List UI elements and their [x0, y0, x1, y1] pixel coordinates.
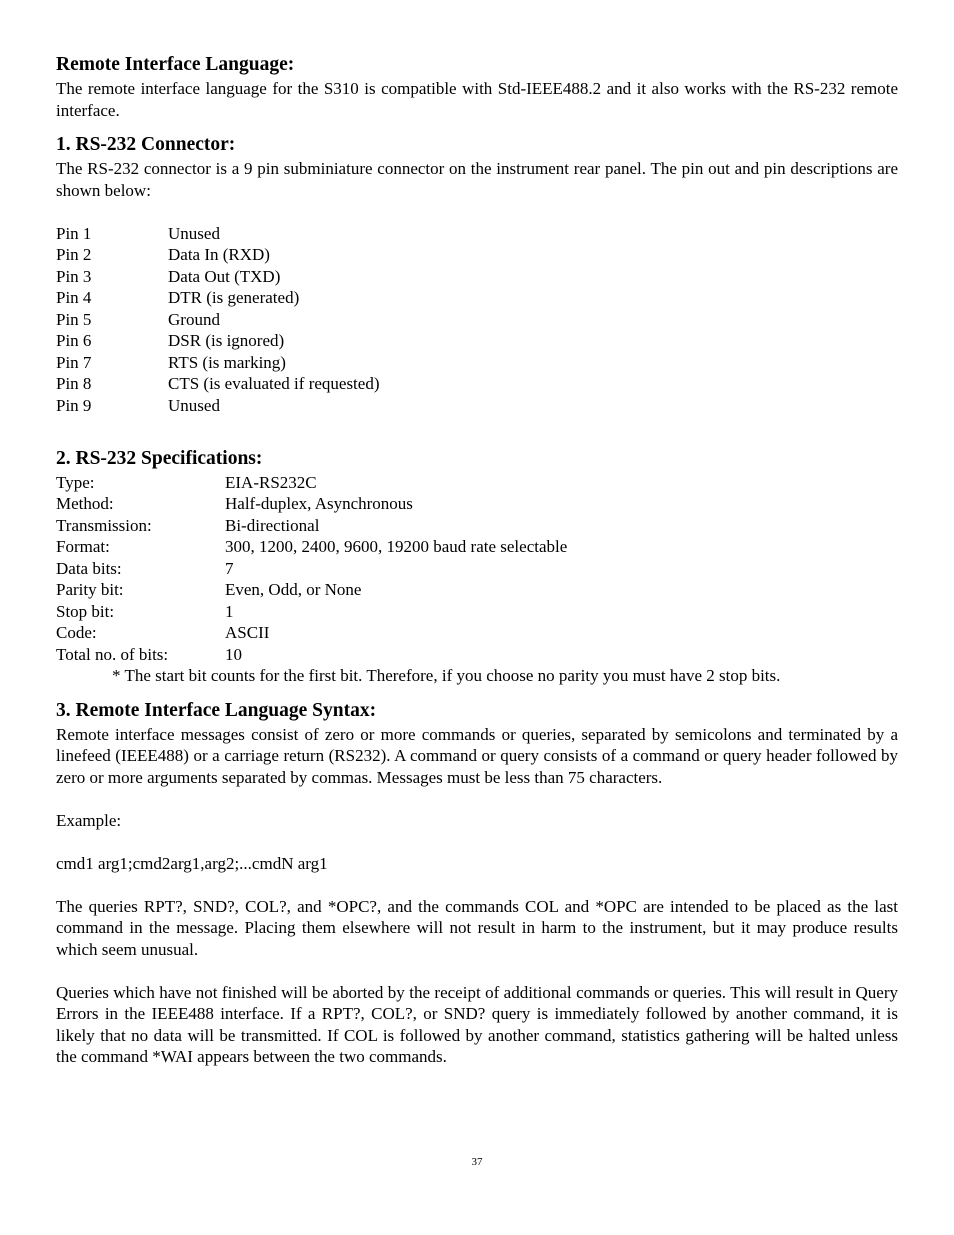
pin-label: Pin 5 — [56, 309, 92, 329]
pin-label: Pin 4 — [56, 288, 92, 307]
spec-value: EIA-RS232C — [225, 472, 317, 492]
pin-label: Pin 1 — [56, 223, 92, 243]
spec-row — [56, 644, 898, 666]
page-number: 37 — [471, 1156, 483, 1168]
intro-paragraph: The remote interface language for the S310 is compatible with Std-IEEE488.2 and it also works with the RS-232 remote interface. — [56, 79, 898, 120]
pin-label: Pin 3 — [56, 266, 92, 286]
pin-row — [56, 287, 898, 309]
spec-row — [56, 472, 898, 494]
pin-label: Pin 7 — [56, 352, 92, 372]
spec-value: 10 — [225, 644, 242, 664]
section-title-remote-interface-language: Remote Interface Language: — [56, 54, 295, 75]
spec-label: Transmission: — [56, 515, 152, 535]
spec-value: Bi-directional — [225, 515, 320, 535]
pin-row — [56, 373, 898, 395]
pin-label: Pin 8 — [56, 374, 92, 393]
section-title-rs232-connector: 1. RS-232 Connector: — [56, 134, 236, 155]
spec-label: Method: — [56, 494, 114, 513]
spec-value: ASCII — [225, 623, 270, 642]
spec-label: Data bits: — [56, 558, 122, 578]
syntax-paragraph-3: Queries which have not finished will be aborted by the receipt of additional commands or queries. This will result in Query Errors in the IEEE488 interface. If a RPT?, COL?, or SND? query is immediately followed by another command, it is likely that no data will be transmitted. If COL is followed by another command, statistics gathering will be halted unless the command *WAI appears between the two commands. — [56, 982, 898, 1066]
example-command: cmd1 arg1;cmd2arg1,arg2;...cmdN arg1 — [56, 853, 328, 873]
pin-description: Data In (RXD) — [168, 245, 270, 264]
section-title-rs232-specifications: 2. RS-232 Specifications: — [56, 447, 263, 469]
pin-row — [56, 244, 898, 266]
pin-description: CTS (is evaluated if requested) — [168, 374, 380, 393]
spec-row — [56, 579, 898, 601]
document-page — [56, 52, 898, 1068]
pin-description: Unused — [168, 395, 220, 415]
pin-description: Ground — [168, 309, 220, 329]
spec-row — [56, 558, 898, 580]
pin-row — [56, 330, 898, 352]
spec-row — [56, 536, 898, 558]
spec-value: 1 — [225, 601, 234, 621]
pin-row — [56, 352, 898, 374]
spec-label: Stop bit: — [56, 601, 115, 621]
pin-description: Data Out (TXD) — [168, 266, 281, 286]
spec-label: Total no. of bits: — [56, 644, 169, 664]
pin-label: Pin 2 — [56, 245, 92, 264]
pin-row — [56, 266, 898, 288]
pin-description: RTS (is marking) — [168, 352, 286, 372]
spec-label: Format: — [56, 537, 110, 556]
spec-value: 300, 1200, 2400, 9600, 19200 baud rate selectable — [225, 537, 568, 556]
connector-paragraph: The RS-232 connector is a 9 pin subminiature connector on the instrument rear panel. The pin out and pin descriptions are shown below: — [56, 159, 898, 200]
spec-list — [56, 472, 898, 666]
spec-row — [56, 515, 898, 537]
pin-description: DSR (is ignored) — [168, 331, 285, 350]
spec-row — [56, 622, 898, 644]
spec-row — [56, 601, 898, 623]
spec-label: Type: — [56, 472, 95, 492]
pin-label: Pin 9 — [56, 395, 92, 415]
spec-label: Code: — [56, 623, 97, 642]
spec-value: Even, Odd, or None — [225, 580, 362, 599]
syntax-paragraph-2: The queries RPT?, SND?, COL?, and *OPC?, and the commands COL and *OPC are intended to be placed as the last command in the message. Placing them elsewhere will not result in harm to the instrument, but it may produce results which seem unusual. — [56, 896, 898, 959]
pin-label: Pin 6 — [56, 331, 92, 350]
specs-footnote: * The start bit counts for the first bit. Therefore, if you choose no parity you must have 2 stop bits. — [112, 666, 781, 685]
pin-row — [56, 395, 898, 417]
pin-list — [56, 223, 898, 417]
pin-row — [56, 309, 898, 331]
section-title-language-syntax: 3. Remote Interface Language Syntax: — [56, 699, 377, 721]
spec-label: Parity bit: — [56, 580, 124, 599]
syntax-paragraph-1: Remote interface messages consist of zero or more commands or queries, separated by semicolons and terminated by a linefeed (IEEE488) or a carriage return (RS232). A command or query consists of a command or query header followed by zero or more arguments separated by commas. Messages must be less than 75 characters. — [56, 724, 898, 787]
spec-value: Half-duplex, Asynchronous — [225, 494, 413, 513]
spec-value: 7 — [225, 558, 234, 578]
pin-description: Unused — [168, 223, 220, 243]
spec-row — [56, 493, 898, 515]
pin-row — [56, 223, 898, 245]
pin-description: DTR (is generated) — [168, 288, 300, 307]
example-label: Example: — [56, 810, 122, 830]
